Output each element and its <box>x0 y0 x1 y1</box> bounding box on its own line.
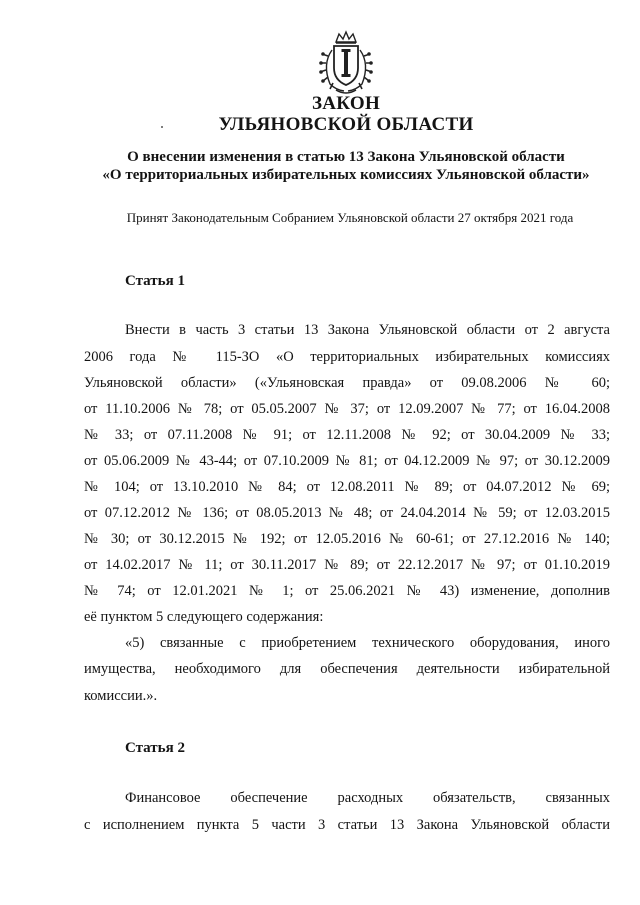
article2-heading: Статья 2 <box>125 740 185 756</box>
document-subtitle-line1: О внесении изменения в статью 13 Закона Ульяновской области <box>127 149 565 165</box>
article1-quote-line: имущества, необходимого для обеспечения деятельности избирательной <box>84 661 610 677</box>
article2-line: Финансовое обеспечение расходных обязательств, связанных <box>125 790 610 806</box>
article1-line: от 05.06.2009 № 43-44; от 07.10.2009 № 81; от 04.12.2009 № 97; от 30.12.2009 <box>84 453 610 469</box>
article1-quote-line: комиссии.». <box>84 688 158 704</box>
article1-line: Внести в часть 3 статьи 13 Закона Ульяновской области от 2 августа <box>125 322 610 338</box>
adoption-note: Принят Законодательным Собранием Ульяновской области 27 октября 2021 года <box>126 210 574 225</box>
article1-line: её пунктом 5 следующего содержания: <box>84 609 324 625</box>
article1-line: № 30; от 30.12.2015 № 192; от 12.05.2016 № 60-61; от 27.12.2016 № 140; <box>84 531 610 547</box>
document-subtitle-line2: «О территориальных избирательных комиссиях Ульяновской области» <box>102 167 590 183</box>
article1-quote-line: «5) связанные с приобретением технического оборудования, иного <box>125 635 610 651</box>
article1-line: № 74; от 12.01.2021 № 1; от 25.06.2021 № 43) изменение, дополнив <box>84 583 610 599</box>
coat-of-arms-icon <box>316 30 376 96</box>
document-title-line2: УЛЬЯНОВСКОЙ ОБЛАСТИ <box>218 114 474 135</box>
article1-line: 2006 года № 115-ЗО «О территориальных избирательных комиссиях <box>84 349 610 365</box>
article2-line: с исполнением пункта 5 части 3 статьи 13 Закона Ульяновской области <box>84 817 610 833</box>
article1-line: Ульяновской области» («Ульяновская правда» от 09.08.2006 № 60; <box>84 375 610 391</box>
article1-line: от 11.10.2006 № 78; от 05.05.2007 № 37; от 12.09.2007 № 77; от 16.04.2008 <box>84 401 610 417</box>
article1-heading: Статья 1 <box>125 273 185 289</box>
article1-line: от 14.02.2017 № 11; от 30.11.2017 № 89; от 22.12.2017 № 97; от 01.10.2019 <box>84 557 610 573</box>
article1-line: № 33; от 07.11.2008 № 91; от 12.11.2008 № 92; от 30.04.2009 № 33; <box>84 427 610 443</box>
scan-speck <box>161 126 163 128</box>
article1-line: от 07.12.2012 № 136; от 08.05.2013 № 48; от 24.04.2014 № 59; от 12.03.2015 <box>84 505 610 521</box>
article1-line: № 104; от 13.10.2010 № 84; от 12.08.2011 № 89; от 04.07.2012 № 69; <box>84 479 610 495</box>
document-title-line1: ЗАКОН <box>311 93 381 114</box>
